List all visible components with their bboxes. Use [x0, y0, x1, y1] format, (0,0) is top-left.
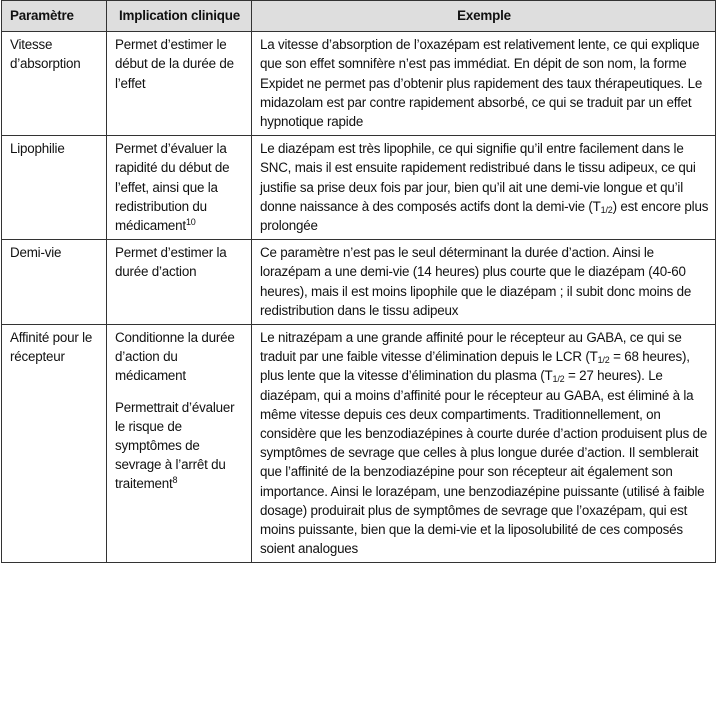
half-life-subscript: 1/2 [552, 374, 565, 385]
example-text: ) est encore plus prolongée [260, 198, 709, 234]
header-parametre: Paramètre [2, 1, 107, 32]
example-text: = 68 heures), plus lente que la vitesse d’élimination du plasma (T [260, 349, 690, 384]
table-header-row [2, 1, 716, 32]
half-life-subscript: 1/2 [600, 204, 613, 215]
example-text: Le nitrazépam a une grande affinité pour le récepteur au GABA, ce qui se traduit par une faible vitesse d’élimination depuis le LCR (T [260, 330, 682, 365]
benzodiazepine-parameters-table [1, 0, 716, 563]
table-row [2, 240, 716, 325]
implication-cell [107, 325, 252, 563]
implication-cell: Permet d’estimer la durée d’action [107, 240, 252, 325]
implication-cell: Permet d’estimer le début de la durée de l’effet [107, 32, 252, 136]
reference-superscript: 10 [185, 217, 196, 228]
table-row [2, 136, 716, 240]
param-cell: Vitesse d’absorption [2, 32, 107, 136]
reference-superscript: 8 [172, 475, 178, 486]
implication-text-2 [115, 398, 244, 494]
example-cell [252, 136, 716, 240]
table-row [2, 325, 716, 563]
param-cell: Lipophilie [2, 136, 107, 240]
example-cell [252, 325, 716, 563]
implication-text: Permet d’évaluer la rapidité du début de l’effet, ainsi que la redistribution du médicament [115, 141, 230, 234]
example-cell: La vitesse d’absorption de l’oxazépam est relativement lente, ce qui explique que son effet somnifère n’est pas immédiat. En dépit de son nom, la forme Expidet ne permet pas d’obtenir plus rapidement des taux thérapeutiques. Le midazolam est par contre rapidement absorbé, ce qui se traduit par un effet hypnotique rapide [252, 32, 716, 136]
param-cell: Affinité pour le récepteur [2, 325, 107, 563]
example-cell: Ce paramètre n’est pas le seul déterminant la durée d’action. Ainsi le lorazépam a une demi-vie (14 heures) plus courte que le diazépam (40-60 heures), mais il est moins lipophile que le diazépam ; il subit donc moins de redistribution dans le tissu adipeux [252, 240, 716, 325]
example-text: = 27 heures). Le diazépam, qui a moins d’affinité pour le récepteur au GABA, est éliminé à la même vitesse depuis ces deux compartiments. Traditionnellement, on considère que les benzodiazépines à courte durée d’action produisent plus de symptômes de sevrage que celles à plus longue durée d’action. Il semblerait que l’affinité de la benzodiazépine pour son récepteur ait également son importance. Ainsi le lorazépam, une benzodiazépine puissante (utilisé à faible dosage) produirait plus de symptômes de sevrage que l’oxazépam, qui est moins puissante, bien que la demi-vie et la liposolubilité de ces composés soient analogues [260, 368, 708, 557]
implication-text: Conditionne la durée d’action du médicament [115, 330, 235, 384]
example-text: Le diazépam est très lipophile, ce qui signifie qu’il entre facilement dans le SNC, mais il est ensuite rapidement redistribué dans le tissu adipeux, ce qui justifie sa prise deux fois par jour, bien qu’il ait une demi-vie longue et qu’il donne naissance à des composés actifs dont la demi-vie (T [260, 141, 696, 214]
header-implication: Implication clinique [107, 1, 252, 32]
implication-cell [107, 136, 252, 240]
param-cell: Demi-vie [2, 240, 107, 325]
implication-text: Permettrait d’évaluer le risque de symptômes de sevrage à l’arrêt du traitement [115, 399, 235, 492]
header-exemple: Exemple [252, 1, 716, 32]
half-life-subscript: 1/2 [597, 355, 610, 366]
table-row [2, 32, 716, 136]
